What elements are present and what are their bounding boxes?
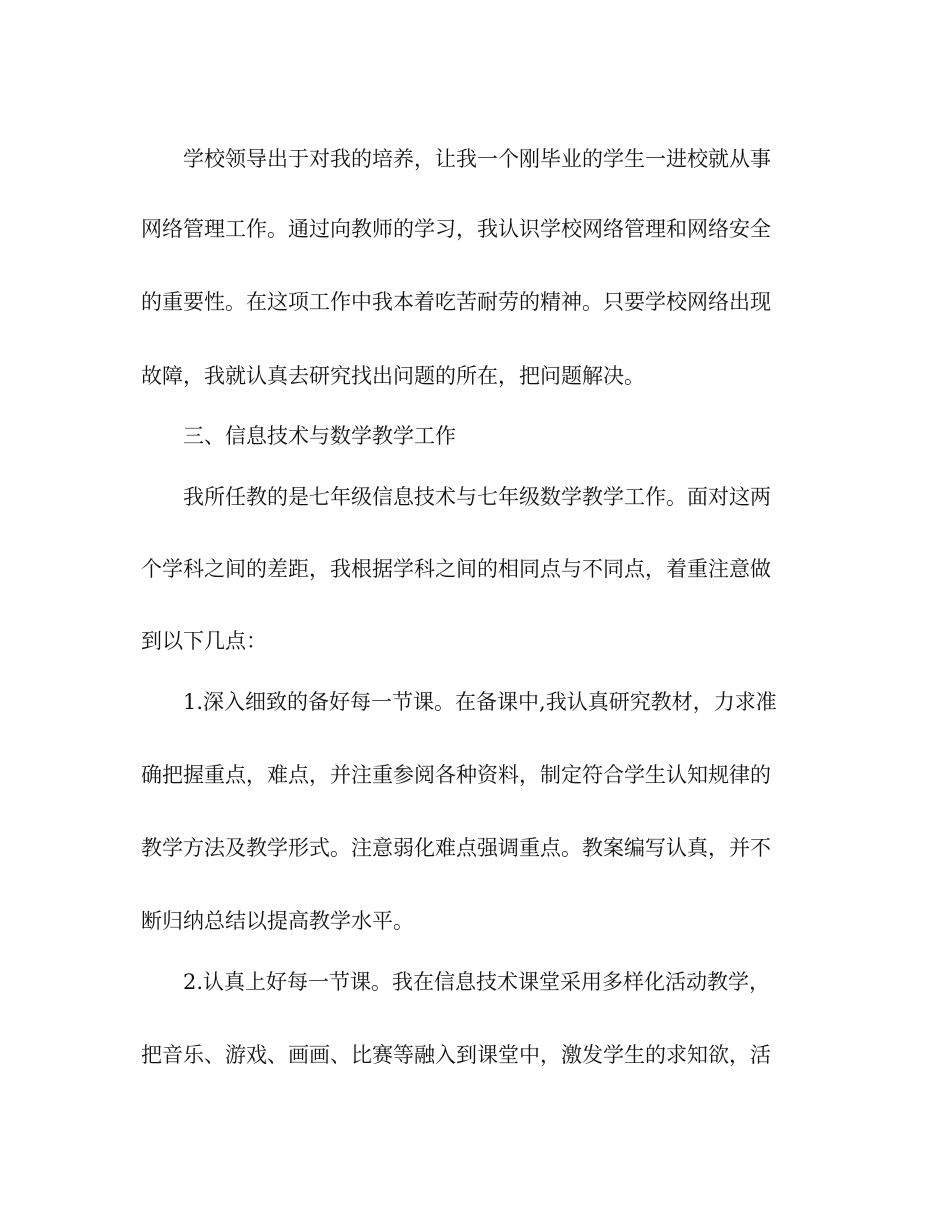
list-item-2-line: 2.认真上好每一节课。我在信息技术课堂采用多样化活动教学， bbox=[183, 970, 771, 994]
paragraph-line: 我所任教的是七年级信息技术与七年级数学教学工作。面对这两 bbox=[183, 485, 771, 509]
list-item-1-line: 1.深入细致的备好每一节课。在备课中,我认真研究教材，力求准 bbox=[183, 690, 777, 714]
paragraph-line: 故障，我就认真去研究找出问题的所在，把问题解决。 bbox=[141, 364, 645, 388]
paragraph-line: 教学方法及教学形式。注意弱化难点强调重点。教案编写认真，并不 bbox=[141, 836, 771, 860]
paragraph-line: 的重要性。在这项工作中我本着吃苦耐劳的精神。只要学校网络出现 bbox=[141, 290, 771, 314]
section-heading: 三、信息技术与数学教学工作 bbox=[183, 424, 456, 448]
paragraph-line: 断归纳总结以提高教学水平。 bbox=[141, 909, 414, 933]
paragraph-line: 学校领导出于对我的培养，让我一个刚毕业的学生一进校就从事 bbox=[183, 147, 771, 171]
paragraph-line: 确把握重点，难点，并注重参阅各种资料，制定符合学生认知规律的 bbox=[141, 763, 771, 787]
paragraph-line: 把音乐、游戏、画画、比赛等融入到课堂中，激发学生的求知欲，活 bbox=[141, 1043, 771, 1067]
paragraph-line: 到以下几点： bbox=[141, 629, 267, 653]
paragraph-line: 个学科之间的差距，我根据学科之间的相同点与不同点，着重注意做 bbox=[141, 557, 771, 581]
paragraph-line: 网络管理工作。通过向教师的学习，我认识学校网络管理和网络安全 bbox=[141, 217, 771, 241]
